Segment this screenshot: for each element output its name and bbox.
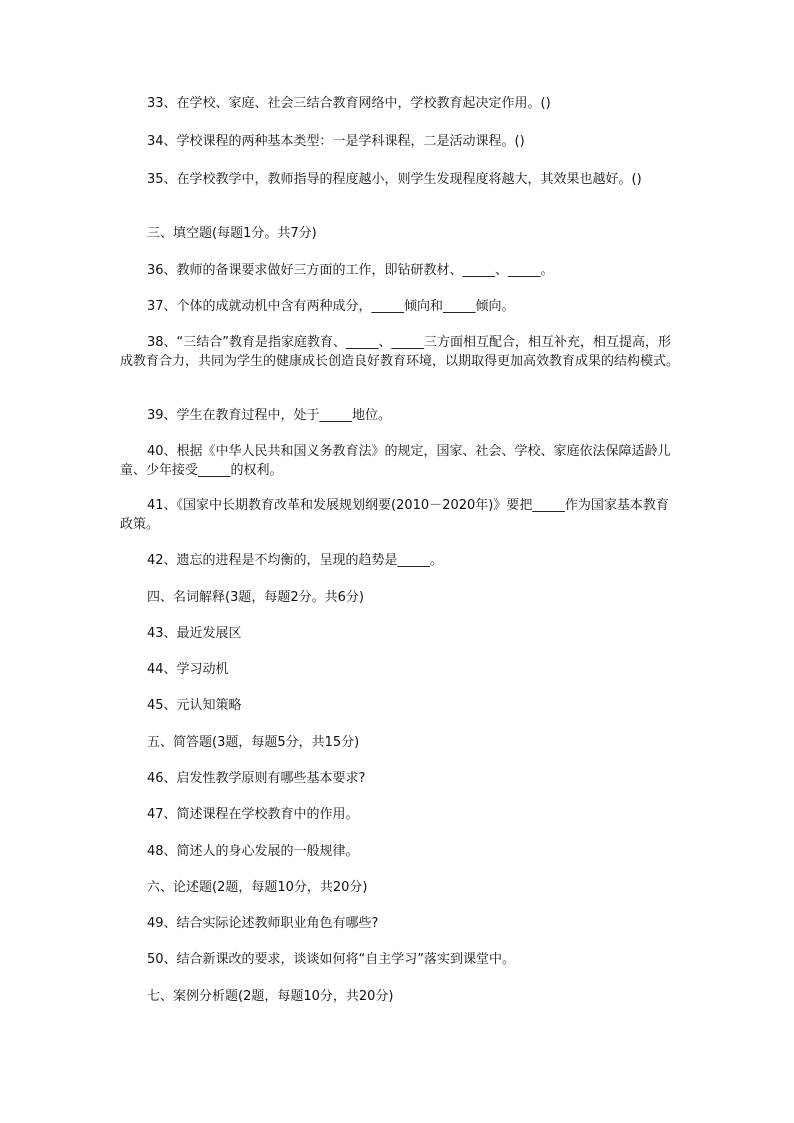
question-43: 43、最近发展区 bbox=[147, 626, 242, 641]
section-heading-fill-in: 三、填空题(每题1分。共7分) bbox=[147, 226, 317, 241]
question-39: 39、学生在教育过程中，处于_____地位。 bbox=[147, 408, 392, 423]
question-36: 36、教师的备课要求做好三方面的工作，即钻研教材、_____、_____。 bbox=[147, 263, 554, 278]
question-42: 42、遗忘的进程是不均衡的，呈现的趋势是_____。 bbox=[147, 553, 444, 568]
question-34: 34、学校课程的两种基本类型：一是学科课程，二是活动课程。() bbox=[147, 134, 525, 149]
question-48: 48、简述人的身心发展的一般规律。 bbox=[147, 844, 359, 859]
question-46: 46、启发性教学原则有哪些基本要求? bbox=[147, 771, 366, 786]
question-49: 49、结合实际论述教师职业角色有哪些? bbox=[147, 916, 379, 931]
question-41: 41、《国家中长期教育改革和发展规划纲要(2010－2020年)》要把_____作为国家基本教育政策。 bbox=[120, 498, 669, 532]
question-33: 33、在学校、家庭、社会三结合教育网络中，学校教育起决定作用。() bbox=[147, 96, 551, 111]
question-44: 44、学习动机 bbox=[147, 662, 229, 677]
question-38: 38、“三结合”教育是指家庭教育、_____、_____三方面相互配合，相互补充，相互提高，形成教育合力，共同为学生的健康成长创造良好教育环境，以期取得更加高效教育成果的结构模式。 bbox=[120, 335, 680, 369]
section-heading-essay: 六、论述题(2题，每题10分，共20分) bbox=[147, 880, 368, 895]
section-heading-terms: 四、名词解释(3题，每题2分。共6分) bbox=[147, 590, 364, 605]
question-35: 35、在学校教学中，教师指导的程度越小，则学生发现程度将越大，其效果也越好。() bbox=[147, 172, 642, 187]
section-heading-case-analysis: 七、案例分析题(2题，每题10分，共20分) bbox=[147, 989, 394, 1004]
question-50: 50、结合新课改的要求，谈谈如何将“自主学习”落实到课堂中。 bbox=[147, 952, 516, 967]
question-40: 40、根据《中华人民共和国义务教育法》的规定，国家、社会、学校、家庭依法保障适龄儿童、少年接受_____的权利。 bbox=[120, 444, 671, 478]
question-47: 47、简述课程在学校教育中的作用。 bbox=[147, 807, 359, 822]
question-37: 37、个体的成就动机中含有两种成分，_____倾向和_____倾向。 bbox=[147, 299, 515, 314]
section-heading-short-answer: 五、简答题(3题，每题5分，共15分) bbox=[147, 735, 360, 750]
question-45: 45、元认知策略 bbox=[147, 698, 242, 713]
